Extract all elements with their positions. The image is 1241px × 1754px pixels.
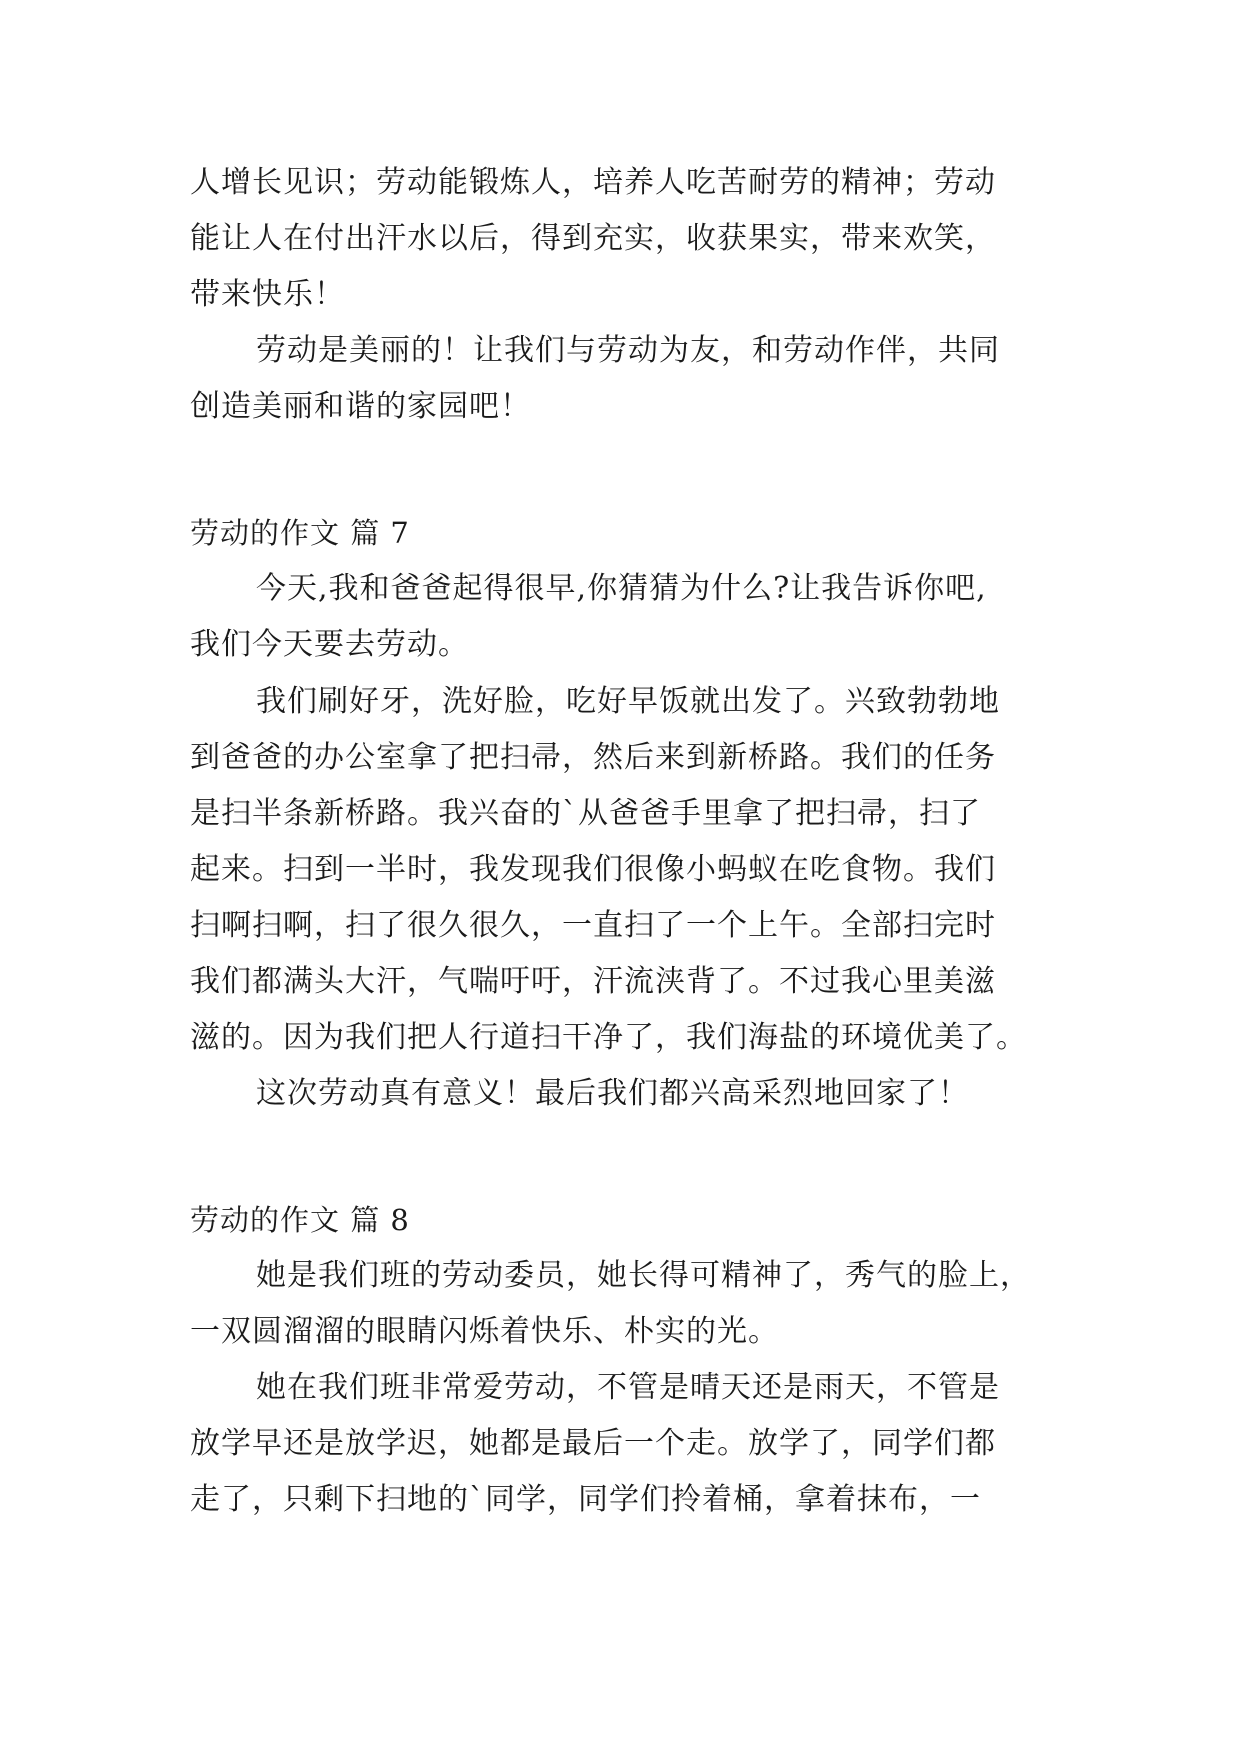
text-line: 今天,我和爸爸起得很早,你猜猜为什么?让我告诉你吧, — [256, 571, 987, 606]
text-line: 我们都满头大汗，气喘吁吁，汗流浃背了。不过我心里美滋 — [190, 964, 996, 999]
text-line: 我们今天要去劳动。 — [190, 627, 469, 662]
text-line: 扫啊扫啊，扫了很久很久，一直扫了一个上午。全部扫完时 — [190, 908, 996, 943]
text-line: 人增长见识；劳动能锻炼人，培养人吃苦耐劳的精神；劳动 — [190, 165, 996, 200]
text-line: 创造美丽和谐的家园吧！ — [190, 389, 531, 424]
text-line: 她在我们班非常爱劳动，不管是晴天还是雨天，不管是 — [256, 1370, 1000, 1405]
text-line: 放学早还是放学迟，她都是最后一个走。放学了，同学们都 — [190, 1426, 996, 1461]
section-heading: 劳动的作文 篇 7 — [190, 516, 410, 550]
text-line: 是扫半条新桥路。我兴奋的`从爸爸手里拿了把扫帚，扫了 — [190, 796, 981, 831]
text-line: 我们刷好牙，洗好脸，吃好早饭就出发了。兴致勃勃地 — [256, 684, 1000, 719]
text-line: 起来。扫到一半时，我发现我们很像小蚂蚁在吃食物。我们 — [190, 852, 996, 887]
text-line: 走了，只剩下扫地的`同学，同学们拎着桶，拿着抹布，一 — [190, 1482, 981, 1517]
text-line: 能让人在付出汗水以后，得到充实，收获果实，带来欢笑， — [190, 221, 996, 256]
text-line: 这次劳动真有意义！最后我们都兴高采烈地回家了！ — [256, 1076, 969, 1111]
text-line: 到爸爸的办公室拿了把扫帚，然后来到新桥路。我们的任务 — [190, 740, 996, 775]
text-line: 劳动是美丽的！让我们与劳动为友，和劳动作伴，共同 — [256, 333, 1000, 368]
text-line: 她是我们班的劳动委员，她长得可精神了，秀气的脸上， — [256, 1258, 1031, 1293]
text-line: 滋的。因为我们把人行道扫干净了，我们海盐的环境优美了。 — [190, 1020, 1027, 1055]
section-heading: 劳动的作文 篇 8 — [190, 1203, 410, 1237]
text-line: 带来快乐！ — [190, 277, 345, 312]
text-line: 一双圆溜溜的眼睛闪烁着快乐、朴实的光。 — [190, 1314, 779, 1349]
